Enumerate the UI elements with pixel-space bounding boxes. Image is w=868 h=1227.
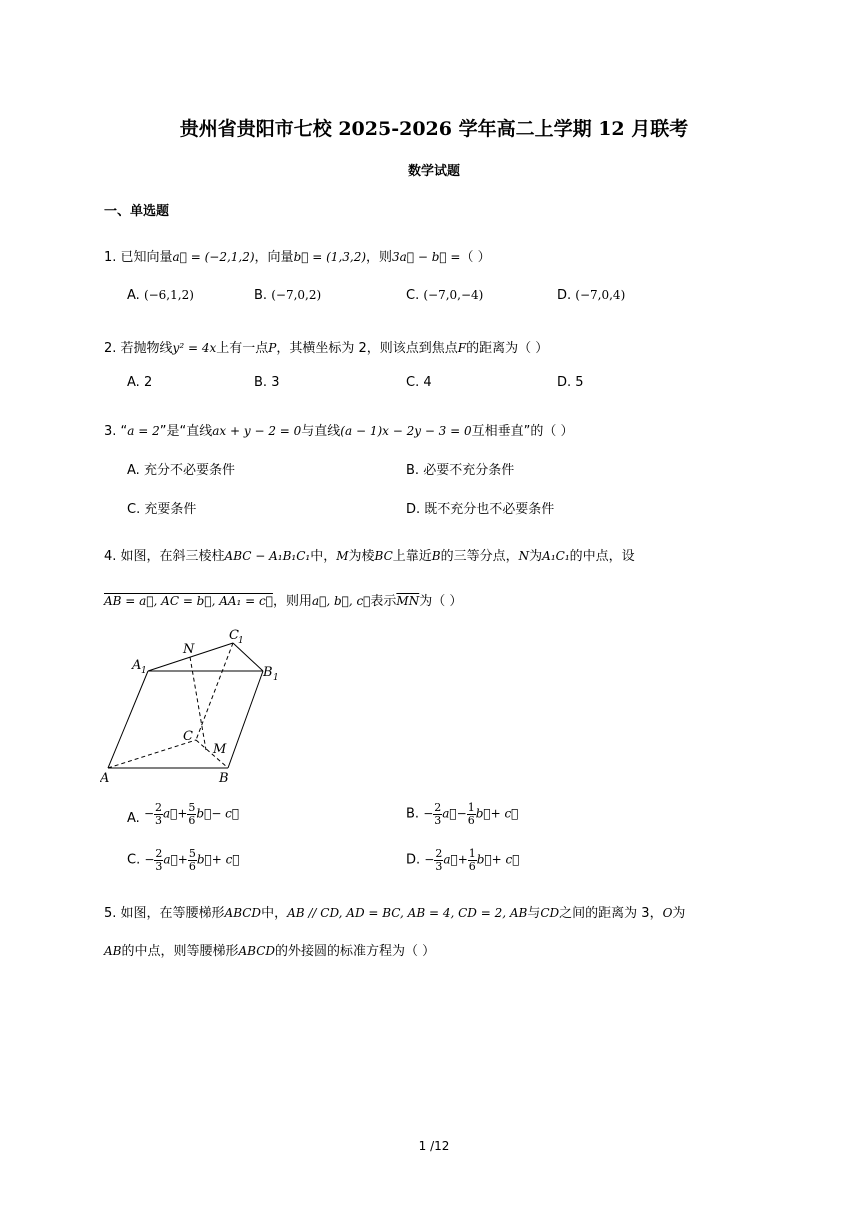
q2-option-c[interactable] [406, 375, 432, 390]
tail: + c⃗ [211, 852, 240, 867]
q1-option-b[interactable] [254, 288, 321, 303]
vector: b⃗ [475, 806, 491, 821]
numerator: 2 [435, 847, 443, 860]
numerator: 5 [188, 847, 196, 860]
denominator: 6 [467, 813, 475, 827]
q3-prefix: 3. “ [104, 424, 128, 439]
fraction [468, 848, 477, 872]
denominator: 3 [435, 859, 443, 873]
fraction [154, 802, 163, 826]
q5-trapezoid: ABCD [224, 906, 262, 920]
numerator: 2 [155, 847, 163, 860]
label-b: B [219, 771, 229, 786]
q3-option-c[interactable] [127, 498, 196, 517]
question-5-line2 [104, 940, 435, 959]
fraction [188, 848, 197, 872]
option-value: 充要条件 [144, 502, 197, 517]
option-label: A. [127, 811, 140, 827]
q4-option-d[interactable] [406, 848, 519, 872]
question-1 [104, 246, 491, 265]
q4-option-b[interactable] [406, 802, 518, 826]
option-value: (−7,0,−4) [423, 288, 484, 302]
numerator: 1 [468, 847, 476, 860]
label-n: N [183, 642, 195, 657]
sign: + [457, 852, 468, 867]
vector: b⃗ [476, 852, 492, 867]
q4-vector-mn: $\overline{MN}$ [396, 594, 420, 608]
sign: + [177, 852, 188, 867]
option-label: D. [406, 852, 421, 868]
option-label: B. [406, 463, 420, 478]
tail: − c⃗ [211, 806, 240, 821]
q2-option-b[interactable] [254, 375, 279, 390]
vector: b⃗ [196, 852, 212, 867]
edge-c1b1 [233, 643, 263, 671]
option-value: 3 [271, 375, 280, 390]
q5-prefix: 5. 如图，在等腰梯形 [104, 906, 225, 921]
page-number [0, 1139, 868, 1153]
q4-suffix1: 的中点，设 [569, 549, 635, 564]
q1-mid: ，向量 [254, 250, 294, 265]
q4-option-c[interactable] [127, 848, 240, 872]
sign: − [423, 806, 434, 821]
q3-line2: (a − 1)x − 2y − 3 = 0 [340, 424, 472, 438]
q5-ab: AB [104, 944, 122, 958]
page-title: 贵州省贵阳市七校 2025-2026 学年高二上学期 12 月联考 [179, 118, 689, 140]
option-label: D. [557, 288, 572, 303]
edge-aa1 [108, 671, 148, 768]
q4-edge-a1c1: A₁C₁ [542, 549, 570, 563]
tail: + c⃗ [490, 806, 519, 821]
q4-point-m: M [336, 549, 349, 563]
q5-mid1: 中， [261, 906, 288, 921]
q5-end1: 为 [672, 906, 686, 921]
q4-option-a[interactable] [127, 802, 239, 826]
q2-focus: F [457, 341, 467, 355]
vector: a⃗ [443, 852, 458, 867]
q1-option-c[interactable] [406, 288, 483, 303]
option-label: D. [557, 375, 572, 390]
sign: − [143, 806, 154, 821]
edge-bb1 [228, 671, 263, 768]
q4-vars: a⃗, b⃗, c⃗ [311, 594, 371, 608]
denominator: 6 [188, 859, 196, 873]
q3-mid2: 与直线 [301, 424, 341, 439]
q5-conditions: AB // CD, AD = BC, AB = 4, CD = 2, AB [287, 906, 528, 920]
numerator: 2 [434, 801, 442, 814]
edge-cc1 [196, 643, 233, 740]
option-label: A. [127, 288, 140, 303]
vector: b⃗ [196, 806, 212, 821]
fraction [467, 802, 476, 826]
q2-point: P [268, 341, 277, 355]
option-value: (−7,0,2) [271, 288, 322, 302]
sign: + [177, 806, 188, 821]
option-label: C. [127, 852, 141, 868]
vector: a⃗ [163, 852, 178, 867]
fraction [434, 848, 443, 872]
denominator: 3 [155, 859, 163, 873]
q4-mid5: 为 [529, 549, 543, 564]
q1-ask: 3a⃗ − b⃗ = [392, 250, 461, 264]
denominator: 6 [188, 813, 196, 827]
option-label: A. [127, 375, 140, 390]
q3-option-b[interactable] [406, 459, 514, 478]
q1-vector-b: b⃗ = (1,3,2) [293, 250, 367, 264]
label-m: M [213, 742, 227, 757]
label-c1: C [229, 628, 239, 643]
numerator: 5 [188, 801, 196, 814]
q4-point-n: N [518, 549, 530, 563]
q2-prefix: 2. 若抛物线 [104, 341, 173, 356]
sign: − [144, 852, 155, 867]
option-value: 必要不充分条件 [423, 463, 515, 478]
option-label: B. [254, 375, 268, 390]
q4-prism: ABC − A₁B₁C₁ [224, 549, 311, 563]
q3-condition: a = 2 [127, 424, 160, 438]
q5-cd: CD [540, 906, 560, 920]
q2-mid2: ，其横坐标为 2，则该点到焦点 [276, 341, 458, 356]
q2-mid1: 上有一点 [216, 341, 269, 356]
question-2 [104, 337, 548, 356]
question-4-line1 [104, 545, 635, 564]
fraction [433, 802, 442, 826]
option-value: 既不充分也不必要条件 [424, 502, 555, 517]
option-label: C. [406, 288, 420, 303]
total-pages: 12 [434, 1139, 450, 1153]
q2-suffix: 的距离为（ ） [466, 341, 549, 356]
tail: + c⃗ [491, 852, 520, 867]
q1-prefix: 1. 已知向量 [104, 250, 173, 265]
current-page: 1 [418, 1139, 427, 1153]
q5-point-o: O [662, 906, 673, 920]
question-3 [104, 420, 574, 439]
question-5-line1 [104, 902, 685, 921]
edge-ac [108, 740, 196, 768]
sign: − [424, 852, 435, 867]
q4-mid1: 中， [310, 549, 337, 564]
label-b1: B [263, 665, 273, 680]
q3-suffix: 互相垂直”的（ ） [471, 424, 574, 439]
option-value: 5 [575, 375, 584, 390]
q3-mid1: ”是“直线 [159, 424, 213, 439]
q4-definitions: AB = a⃗, AC = b⃗, AA₁ = c⃗ [104, 594, 273, 608]
q1-option-d[interactable] [557, 288, 625, 303]
q4-mid3: 上靠近 [392, 549, 432, 564]
q1-paren: （ ） [460, 250, 491, 265]
page-separator: / [430, 1139, 435, 1153]
prism-figure [100, 625, 300, 790]
q5-suffix1: 之间的距离为 3， [559, 906, 663, 921]
q2-equation: y² = 4x [172, 341, 217, 355]
numerator: 1 [467, 801, 475, 814]
q2-option-a[interactable] [127, 375, 152, 390]
denominator: 3 [434, 813, 442, 827]
option-label: B. [406, 806, 420, 822]
q4-mid2: 为棱 [348, 549, 375, 564]
q1-vector-a: a⃗ = (−2,1,2) [172, 250, 255, 264]
q5-mid3: 的中点，则等腰梯形 [121, 944, 239, 959]
label-c1-sub: 1 [238, 636, 244, 646]
label-a: A [100, 771, 110, 786]
q3-option-a[interactable] [127, 459, 235, 478]
q3-line1: ax + y − 2 = 0 [212, 424, 302, 438]
q4-edge-bc: BC [374, 549, 393, 563]
section-heading: 一、单选题 [104, 204, 170, 219]
q3-option-d[interactable] [406, 498, 554, 517]
denominator: 3 [155, 813, 162, 827]
q5-mid2: 与 [527, 906, 541, 921]
q5-suffix2: 的外接圆的标准方程为（ ） [275, 944, 436, 959]
q2-option-d[interactable] [557, 375, 584, 390]
option-label: C. [406, 375, 420, 390]
numerator: 2 [155, 801, 162, 814]
q1-suffix-pre: ，则 [366, 250, 393, 265]
q4-point-b: B [431, 549, 441, 563]
option-value: (−6,1,2) [143, 288, 194, 302]
page-subtitle: 数学试题 [407, 164, 460, 179]
sign: − [456, 806, 467, 821]
option-value: (−7,0,4) [575, 288, 626, 302]
q4-suffix2: 为（ ） [419, 594, 463, 609]
q4-mid7: 表示 [370, 594, 397, 609]
option-label: C. [127, 502, 141, 517]
option-label: A. [127, 463, 140, 478]
q1-option-a[interactable] [127, 288, 194, 303]
q5-trapezoid-2: ABCD [238, 944, 276, 958]
vector: a⃗ [163, 806, 178, 821]
option-label: D. [406, 502, 421, 517]
denominator: 6 [468, 859, 476, 873]
label-a1: A [132, 658, 142, 673]
q4-mid6: ，则用 [272, 594, 312, 609]
option-value: 4 [423, 375, 432, 390]
q4-mid4: 的三等分点， [440, 549, 519, 564]
question-4-line2 [104, 590, 462, 609]
vector: a⃗ [442, 806, 457, 821]
option-label: B. [254, 288, 268, 303]
label-c: C [183, 729, 193, 744]
label-b1-sub: 1 [273, 673, 279, 683]
q4-prefix: 4. 如图，在斜三棱柱 [104, 549, 225, 564]
option-value: 充分不必要条件 [143, 463, 235, 478]
option-value: 2 [143, 375, 153, 390]
label-a1-sub: 1 [141, 666, 147, 676]
